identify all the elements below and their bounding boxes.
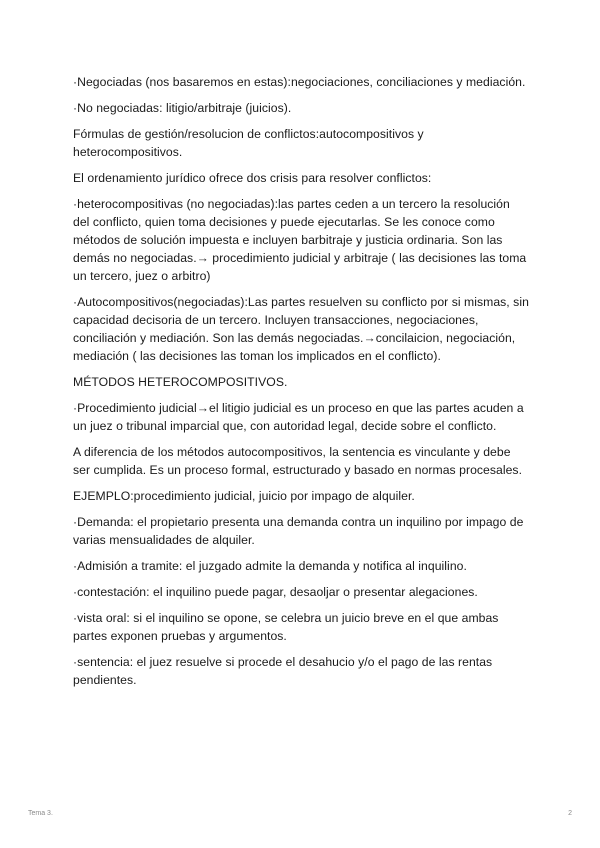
- footer-label: Tema 3.: [28, 810, 53, 817]
- section-heading: MÉTODOS HETEROCOMPOSITIVOS.: [73, 375, 288, 389]
- document-body: [73, 73, 529, 697]
- paragraph: ·contestación: el inquilino puede pagar, desaoljar o presentar alegaciones.: [73, 585, 478, 599]
- paragraph: Fórmulas de gestión/resolucion de conflictos:autocompositivos y heterocompositivos.: [73, 127, 424, 159]
- paragraph: ·Procedimiento judicial→el litigio judicial es un proceso en que las partes acuden a un juez o tribunal imparcial que, con autoridad legal, decide sobre el conflicto.: [73, 401, 524, 433]
- paragraph: ·Autocompositivos(negociadas):Las partes resuelven su conflicto por si mismas, sin capacidad decisoria de un tercero. Incluyen transacciones, negociaciones, conciliación y mediación. Son las demás negociadas.→concilaicion, negociación, mediación ( las decisiones las toman los implicados en el conflicto).: [73, 295, 529, 363]
- paragraph: ·Demanda: el propietario presenta una demanda contra un inquilino por impago de varias mensualidades de alquiler.: [73, 515, 524, 547]
- paragraph: ·No negociadas: litigio/arbitraje (juicios).: [73, 101, 292, 115]
- page-number: 2: [568, 810, 572, 817]
- paragraph: ·Negociadas (nos basaremos en estas):negociaciones, conciliaciones y mediación.: [73, 75, 526, 89]
- paragraph: ·Admisión a tramite: el juzgado admite la demanda y notifica al inquilino.: [73, 559, 467, 573]
- paragraph: EJEMPLO:procedimiento judicial, juicio por impago de alquiler.: [73, 489, 415, 503]
- paragraph: El ordenamiento jurídico ofrece dos crisis para resolver conflictos:: [73, 171, 432, 185]
- paragraph: ·heterocompositivas (no negociadas):las partes ceden a un tercero la resolución del conflicto, quien toma decisiones y puede ejecutarlas. Se les conoce como métodos de solución impuesta e incluyen barbitraje y justicia ordinaria. Son las demás no negociadas.→ procedimiento judicial y arbitraje ( las decisiones las toma un tercero, juez o arbitro): [73, 197, 527, 283]
- paragraph: A diferencia de los métodos autocompositivos, la sentencia es vinculante y debe ser cumplida. Es un proceso formal, estructurado y basado en normas procesales.: [73, 445, 523, 477]
- paragraph: ·vista oral: si el inquilino se opone, se celebra un juicio breve en el que ambas partes exponen pruebas y argumentos.: [73, 611, 499, 643]
- paragraph: ·sentencia: el juez resuelve si procede el desahucio y/o el pago de las rentas pendientes.: [73, 655, 493, 687]
